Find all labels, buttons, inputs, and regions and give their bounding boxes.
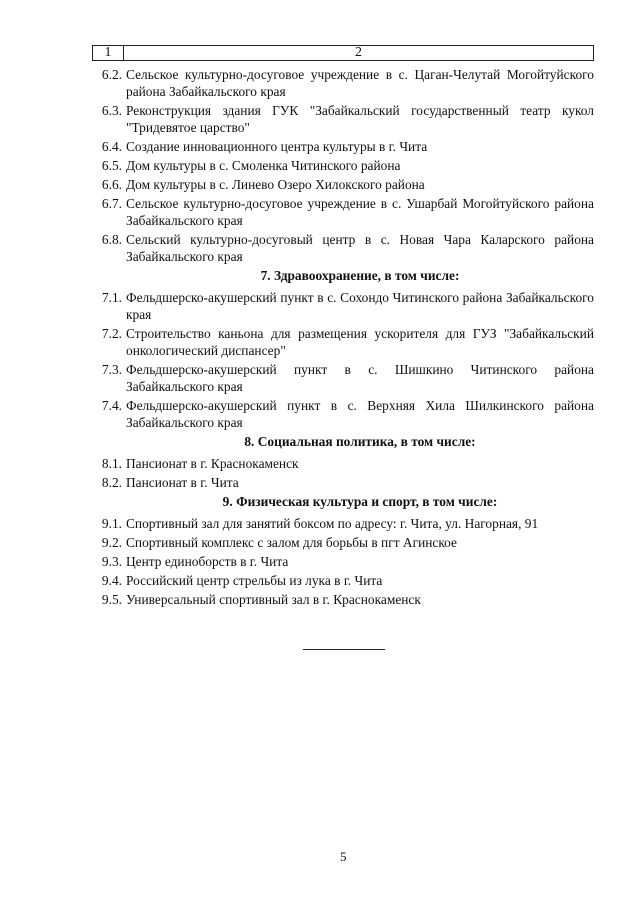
list-item [92,361,594,395]
item-text: Пансионат в г. Краснокаменск [126,456,299,471]
item-text: Фельдшерско-акушерский пункт в с. Шишкино Читинского района Забайкальского края [126,362,594,394]
item-number: 9.2. [101,535,122,550]
item-number: 9.4. [101,573,122,588]
list-item [92,553,594,570]
list-item [92,102,594,136]
item-number: 6.2. [101,67,122,82]
list-item [92,195,594,229]
list-item [92,289,594,323]
page-number: 5 [340,849,347,864]
item-number: 9.1. [101,516,122,531]
item-number: 6.6. [101,177,122,192]
list-item [92,572,594,589]
section-heading: 9. Физическая культура и спорт, в том числе: [222,494,498,509]
item-text: Создание инновационного центра культуры в г. Чита [126,139,428,154]
section-heading: 7. Здравоохранение, в том числе: [260,268,460,283]
item-text: Строительство каньона для размещения ускорителя для ГУЗ "Забайкальский онкологический диспансер" [126,326,594,358]
item-text: Сельское культурно-досуговое учреждение в с. Цаган-Челутай Могойтуйского района Забайкальского края [126,67,594,99]
item-number: 6.3. [101,103,122,118]
item-number: 7.4. [101,398,122,413]
item-text: Дом культуры в с. Линево Озеро Хилокского района [126,177,425,192]
section-heading: 8. Социальная политика, в том числе: [244,434,476,449]
item-number: 7.3. [101,362,122,377]
item-text: Фельдшерско-акушерский пункт в с. Верхняя Хила Шилкинского района Забайкальского края [126,398,594,430]
item-text: Центр единоборств в г. Чита [126,554,289,569]
list-item [92,455,594,472]
list-item [92,474,594,491]
item-text: Реконструкция здания ГУК "Забайкальский государственный театр кукол "Тридевятое царство" [126,103,594,135]
list-item [92,176,594,193]
item-number: 8.2. [101,475,122,490]
item-number: 6.4. [101,139,122,154]
item-text: Дом культуры в с. Смоленка Читинского района [126,158,401,173]
list-item [92,397,594,431]
item-number: 8.1. [101,456,122,471]
item-text: Сельский культурно-досуговый центр в с. Новая Чара Каларского района Забайкальского края [126,232,594,264]
item-number: 7.2. [101,326,122,341]
list-item [92,66,594,100]
item-text: Сельское культурно-досуговое учреждение в с. Ушарбай Могойтуйского района Забайкальского края [126,196,594,228]
item-number: 9.3. [101,554,122,569]
item-text: Спортивный зал для занятий боксом по адресу: г. Чита, ул. Нагорная, 91 [126,516,539,531]
list-item [92,534,594,551]
item-text: Пансионат в г. Чита [126,475,239,490]
list-item [92,231,594,265]
item-text: Универсальный спортивный зал в г. Краснокаменск [126,592,421,607]
item-text: Фельдшерско-акушерский пункт в с. Сохондо Читинского района Забайкальского края [126,290,594,322]
list-item [92,138,594,155]
item-number: 9.5. [101,592,122,607]
list-item [92,515,594,532]
column-1-header: 1 [93,46,124,60]
item-text: Спортивный комплекс с залом для борьбы в пгт Агинское [126,535,457,550]
item-text: Российский центр стрельбы из лука в г. Чита [126,573,383,588]
item-number: 6.7. [101,196,122,211]
item-number: 7.1. [101,290,122,305]
end-rule [303,649,385,650]
item-number: 6.8. [101,232,122,247]
item-list [92,66,594,610]
list-item [92,157,594,174]
list-item [92,325,594,359]
list-item [92,591,594,608]
table-header [92,45,594,61]
column-2-header: 2 [355,45,362,60]
item-number: 6.5. [101,158,122,173]
